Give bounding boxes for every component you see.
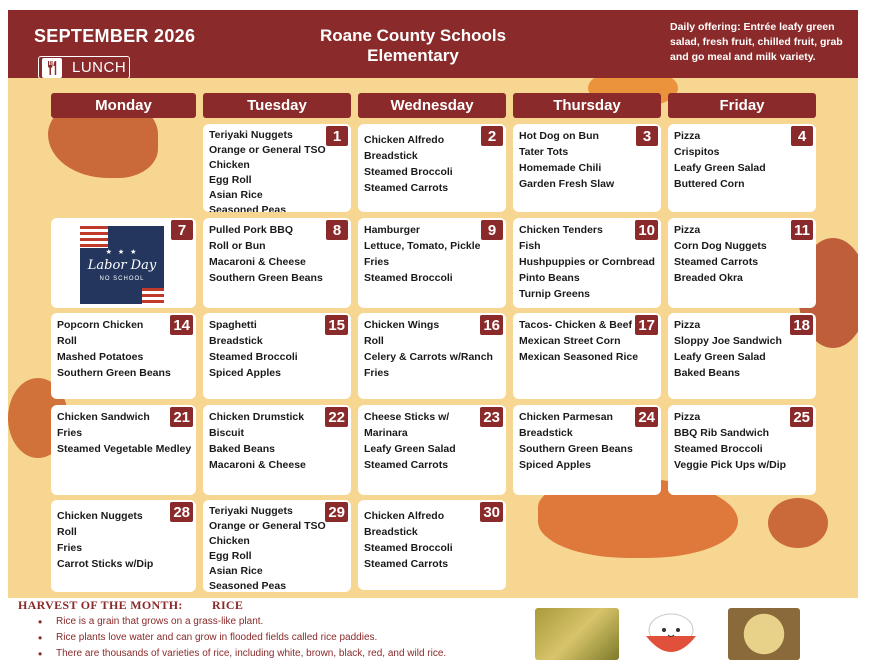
menu-item: Roll: [57, 526, 77, 538]
menu-item: Orange or General TSO: [209, 144, 326, 156]
menu-item: Steamed Carrots: [674, 256, 759, 268]
menu-item: Southern Green Beans: [57, 367, 171, 379]
menu-item: Tacos- Chicken & Beef: [519, 319, 633, 331]
menu-item: Steamed Carrots: [364, 182, 449, 194]
date-number: 4: [791, 126, 813, 146]
menu-item: Breaded Okra: [674, 272, 743, 284]
menu-item: Cheese Sticks w/: [364, 411, 450, 423]
menu-item: Spaghetti: [209, 319, 257, 331]
menu-item: Breadstick: [364, 526, 418, 538]
day-cell: [668, 218, 816, 308]
menu-item: Pizza: [674, 130, 701, 142]
date-number: 11: [791, 220, 813, 240]
day-cell: [203, 313, 351, 399]
school-title: [300, 26, 526, 66]
menu-item: Sloppy Joe Sandwich: [674, 335, 782, 347]
day-header-friday: Friday: [668, 93, 816, 118]
date-number: 2: [481, 126, 503, 146]
rice-plant-photo: [535, 608, 619, 660]
day-cell: [203, 405, 351, 495]
fork-icon: [42, 58, 62, 78]
menu-item: Fries: [364, 256, 390, 268]
menu-item: Roll: [364, 335, 384, 347]
menu-item: Steamed Broccoli: [674, 443, 763, 455]
menu-item: Southern Green Beans: [519, 443, 633, 455]
menu-item: Steamed Vegetable Medley: [57, 443, 192, 455]
menu-item: Veggie Pick Ups w/Dip: [674, 459, 787, 471]
day-cell: [358, 218, 506, 308]
menu-item: Fries: [57, 427, 83, 439]
menu-item: Hamburger: [364, 224, 421, 236]
menu-item: Chicken: [209, 159, 250, 171]
stars-decoration: ★ ★ ★: [105, 249, 139, 256]
date-number: 22: [325, 407, 348, 427]
menu-item: Buttered Corn: [674, 178, 745, 190]
menu-item: Seasoned Peas: [209, 580, 287, 592]
menu-item: Macaroni & Cheese: [209, 459, 306, 471]
menu-item: Roll: [57, 335, 77, 347]
day-cell: [513, 405, 661, 495]
menu-item: Tater Tots: [519, 146, 569, 158]
menu-item: Chicken Parmesan: [519, 411, 613, 423]
menu-item: Baked Beans: [209, 443, 275, 455]
flag-icon: [80, 226, 108, 248]
menu-item: Steamed Broccoli: [364, 166, 453, 178]
lunch-badge: [38, 56, 130, 79]
date-number: 9: [481, 220, 503, 240]
menu-item: Pizza: [674, 319, 701, 331]
harvest-fact: • Rice plants love water and can grow in flooded fields called rice paddies.: [38, 630, 446, 646]
day-header-wednesday: Wednesday: [358, 93, 506, 118]
menu-item: Chicken Tenders: [519, 224, 603, 236]
day-header-monday: Monday: [51, 93, 196, 118]
menu-item: Hushpuppies or Cornbread: [519, 256, 655, 268]
menu-item: Spiced Apples: [209, 367, 281, 379]
labor-day-subtitle: NO SCHOOL: [99, 276, 145, 282]
menu-item: Mashed Potatoes: [57, 351, 144, 363]
harvest-label: HARVEST OF THE MONTH:: [18, 598, 183, 612]
date-number: 29: [325, 502, 348, 522]
menu-item: Asian Rice: [209, 565, 263, 577]
menu-item: Lettuce, Tomato, Pickle: [364, 240, 481, 252]
menu-item: Chicken Sandwich: [57, 411, 150, 423]
menu-item: Fries: [57, 542, 83, 554]
menu-item: Teriyaki Nuggets: [209, 129, 293, 141]
menu-item: Biscuit: [209, 427, 245, 439]
day-cell: [513, 218, 661, 308]
menu-item: Baked Beans: [674, 367, 740, 379]
menu-item: Leafy Green Salad: [674, 162, 766, 174]
date-number: 7: [171, 220, 193, 240]
date-number: 23: [480, 407, 503, 427]
menu-item: Pizza: [674, 411, 701, 423]
menu-item: Leafy Green Salad: [674, 351, 766, 363]
rice-dish-photo: [728, 608, 800, 660]
menu-item: Fish: [519, 240, 541, 252]
menu-item: Celery & Carrots w/Ranch: [364, 351, 493, 363]
menu-item: Chicken Wings: [364, 319, 440, 331]
harvest-fact: • Rice is a grain that grows on a grass-like plant.: [38, 614, 446, 630]
daily-offering-note: Daily offering: Entrée leafy green salad, fresh fruit, chilled fruit, grab and go meal and milk variety.: [670, 21, 843, 63]
date-number: 28: [170, 502, 193, 522]
menu-item: Chicken: [209, 535, 250, 547]
day-cell: [668, 313, 816, 399]
day-cell: [51, 313, 196, 399]
day-cell: [668, 124, 816, 212]
menu-item: Steamed Broccoli: [364, 272, 453, 284]
day-cell: [203, 500, 351, 592]
menu-item: Marinara: [364, 427, 408, 439]
day-cell: [513, 313, 661, 399]
harvest-item: RICE: [212, 598, 244, 612]
date-number: 16: [480, 315, 503, 335]
menu-item: Turnip Greens: [519, 288, 590, 300]
day-cell: [51, 405, 196, 495]
month-title: SEPTEMBER 2026: [34, 26, 196, 46]
menu-item: Teriyaki Nuggets: [209, 505, 293, 517]
date-number: 8: [326, 220, 348, 240]
date-number: 24: [635, 407, 658, 427]
date-number: 15: [325, 315, 348, 335]
menu-item: Asian Rice: [209, 189, 263, 201]
date-number: 25: [790, 407, 813, 427]
menu-item: Egg Roll: [209, 174, 252, 186]
menu-item: Popcorn Chicken: [57, 319, 144, 331]
lunch-label: LUNCH: [72, 59, 127, 76]
menu-item: Seasoned Peas: [209, 204, 287, 212]
date-number: 1: [326, 126, 348, 146]
menu-item: Crispitos: [674, 146, 720, 158]
menu-item: Pulled Pork BBQ: [209, 224, 294, 236]
date-number: 3: [636, 126, 658, 146]
menu-item: Steamed Broccoli: [209, 351, 298, 363]
menu-item: Garden Fresh Slaw: [519, 178, 615, 190]
menu-item: Pinto Beans: [519, 272, 580, 284]
day-cell: [358, 500, 506, 590]
day-cell: [358, 405, 506, 495]
menu-item: Egg Roll: [209, 550, 252, 562]
school-name: Roane County Schools: [319, 26, 507, 45]
menu-item: Chicken Alfredo: [364, 510, 445, 522]
menu-item: Mexican Street Corn: [519, 335, 621, 347]
date-number: 10: [635, 220, 658, 240]
day-cell: [668, 405, 816, 495]
menu-item: Corn Dog Nuggets: [674, 240, 767, 252]
menu-item: Hot Dog on Bun: [519, 130, 599, 142]
day-header-thursday: Thursday: [513, 93, 661, 118]
menu-item: Breadstick: [364, 150, 418, 162]
labor-day-title: Labor Day: [87, 258, 157, 273]
school-level: Elementary: [367, 46, 459, 65]
menu-item: Southern Green Beans: [209, 272, 323, 284]
menu-item: Orange or General TSO: [209, 520, 326, 532]
menu-item: Roll or Bun: [209, 240, 266, 252]
menu-item: Macaroni & Cheese: [209, 256, 306, 268]
menu-item: Breadstick: [519, 427, 573, 439]
day-cell: [51, 218, 196, 308]
date-number: 14: [170, 315, 193, 335]
labor-day-image: [80, 226, 164, 304]
menu-item: Carrot Sticks w/Dip: [57, 558, 154, 570]
menu-item: Breadstick: [209, 335, 263, 347]
day-cell: [513, 124, 661, 212]
day-cell: [358, 313, 506, 399]
menu-item: Spiced Apples: [519, 459, 591, 471]
day-cell: [203, 124, 351, 212]
menu-item: Steamed Carrots: [364, 459, 449, 471]
menu-item: Steamed Broccoli: [364, 542, 453, 554]
menu-item: Chicken Nuggets: [57, 510, 143, 522]
menu-item: Steamed Carrots: [364, 558, 449, 570]
menu-item: BBQ Rib Sandwich: [674, 427, 770, 439]
menu-item: Mexican Seasoned Rice: [519, 351, 639, 363]
date-number: 30: [480, 502, 503, 522]
menu-item: Chicken Alfredo: [364, 134, 445, 146]
date-number: 21: [170, 407, 193, 427]
menu-item: Leafy Green Salad: [364, 443, 456, 455]
day-cell: [358, 124, 506, 212]
decor-blob: [768, 498, 828, 548]
flag-icon: [142, 288, 164, 304]
harvest-fact: • There are thousands of varieties of rice, including white, brown, black, red, and wild rice.: [38, 646, 446, 662]
day-header-tuesday: Tuesday: [203, 93, 351, 118]
harvest-title: [18, 598, 243, 613]
harvest-facts: [38, 614, 446, 662]
day-cell: [203, 218, 351, 308]
rice-bowl-illustration: [638, 608, 704, 660]
day-cell: [51, 500, 196, 592]
menu-item: Pizza: [674, 224, 701, 236]
menu-item: Homemade Chili: [519, 162, 602, 174]
header-banner: [8, 10, 858, 78]
date-number: 18: [790, 315, 813, 335]
date-number: 17: [635, 315, 658, 335]
menu-item: Fries: [364, 367, 390, 379]
menu-item: Chicken Drumstick: [209, 411, 305, 423]
